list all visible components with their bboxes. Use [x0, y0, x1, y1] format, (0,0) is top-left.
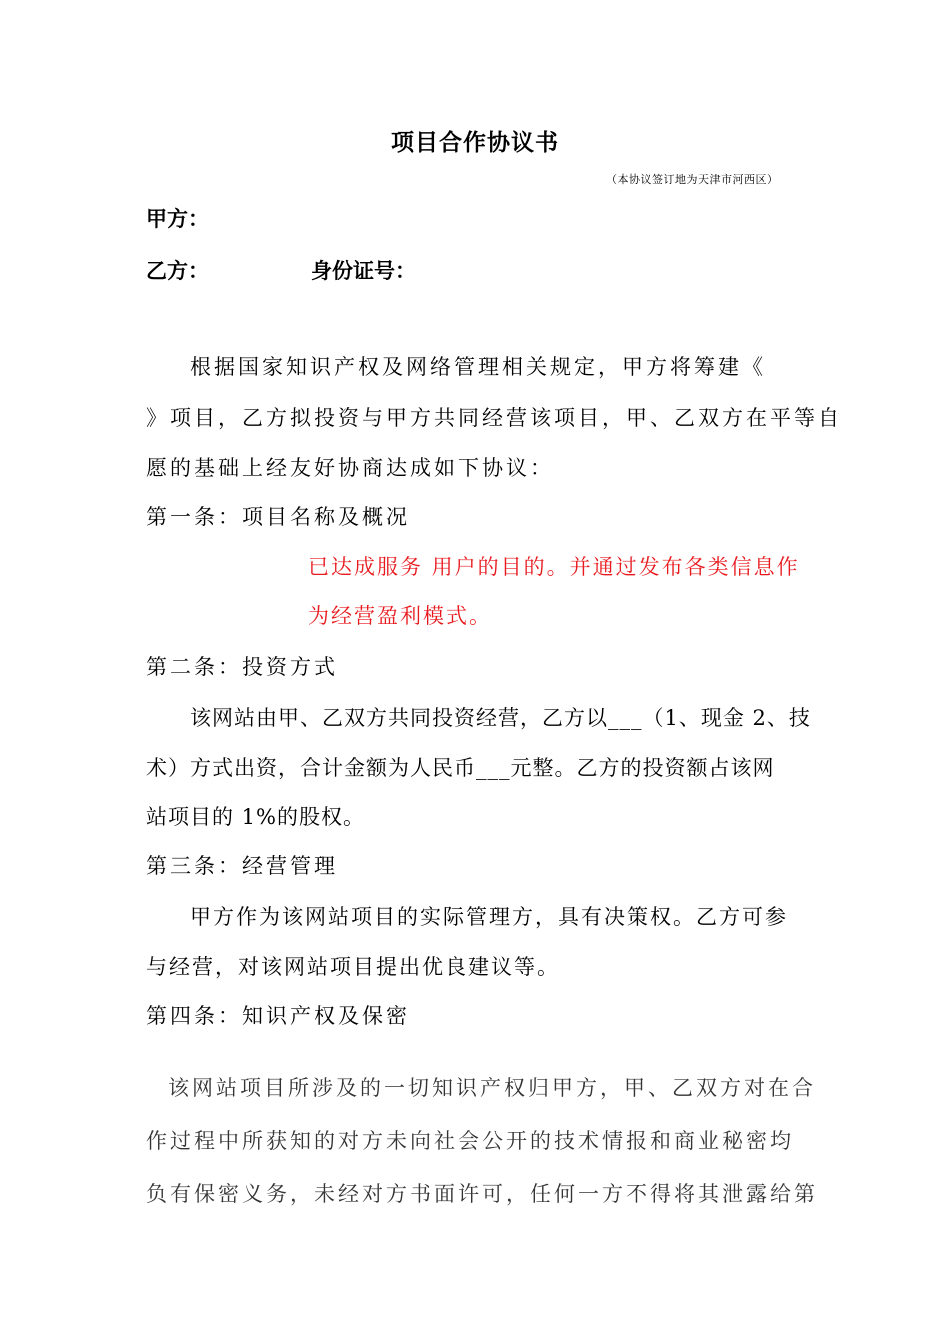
article-1-text: 为经营盈利模式。 — [308, 604, 492, 628]
intro-line: 愿的基础上经友好协商达成如下协议： — [146, 456, 554, 480]
article-4-heading: 第四条：知识产权及保密 — [146, 1004, 410, 1028]
article-3-heading: 第三条：经营管理 — [146, 854, 338, 878]
article-1-text: 已达成服务 用户的目的。并通过发布各类信息作 — [308, 555, 800, 579]
signing-location-note: （本协议签订地为天津市河西区） — [606, 173, 779, 186]
article-2-text: 站项目的 1%的股权。 — [146, 805, 365, 829]
party-a-label: 甲方： — [146, 207, 209, 231]
article-2-heading: 第二条：投资方式 — [146, 655, 338, 679]
article-4-text: 负有保密义务，未经对方书面许可，任何一方不得将其泄露给第 — [146, 1182, 818, 1206]
article-3-text: 与经营，对该网站项目提出优良建议等。 — [146, 955, 560, 979]
intro-line: 》项目，乙方拟投资与甲方共同经营该项目，甲、乙双方在平等自 — [146, 406, 842, 430]
article-2-text: 该网站由甲、乙双方共同投资经营，乙方以___（1、现金 2、技 — [190, 706, 811, 730]
intro-line: 根据国家知识产权及网络管理相关规定，甲方将筹建《 — [190, 355, 766, 379]
article-2-text: 术）方式出资，合计金额为人民币___元整。乙方的投资额占该网 — [146, 756, 775, 780]
document-title: 项目合作协议书 — [391, 130, 559, 156]
article-4-text: 该网站项目所涉及的一切知识产权归甲方，甲、乙双方对在合 — [168, 1076, 816, 1100]
article-3-text: 甲方作为该网站项目的实际管理方，具有决策权。乙方可参 — [190, 905, 788, 929]
article-4-text: 作过程中所获知的对方未向社会公开的技术情报和商业秘密均 — [146, 1129, 794, 1153]
article-1-heading: 第一条：项目名称及概况 — [146, 505, 410, 529]
party-b-label: 乙方： — [146, 259, 209, 283]
id-number-label: 身份证号： — [311, 259, 416, 283]
